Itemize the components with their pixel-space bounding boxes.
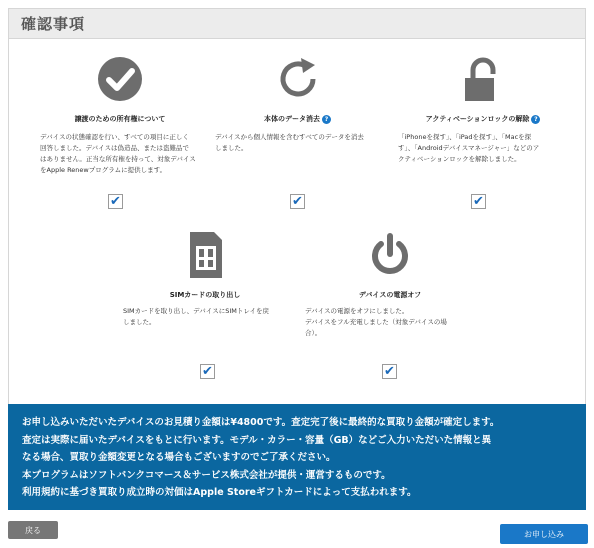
item-title-text: アクティベーションロックの解除	[425, 115, 530, 123]
refresh-icon	[275, 56, 321, 102]
item-title-text: 本体のデータ消去	[264, 115, 320, 123]
checkbox-activation-lock[interactable]	[471, 194, 486, 209]
sim-card-icon	[182, 230, 228, 280]
desc-line: デバイスをフル充電しました（対象デバイスの場	[305, 318, 447, 326]
item-activation-lock	[398, 56, 568, 165]
desc-line: SIMカードを取り出し、デバイスにSIMトレイを戻	[123, 307, 270, 315]
banner-line: 利用規約に基づき買取り成立時の対価はApple Storeギフトカードによって支払われます。	[22, 487, 417, 498]
item-description	[120, 306, 290, 328]
item-power-off	[305, 232, 475, 339]
apply-button[interactable]: お申し込み	[500, 524, 588, 544]
unlock-icon	[460, 56, 506, 102]
item-title	[120, 290, 290, 300]
checkmark-icon: ✔	[473, 193, 484, 209]
item-title	[305, 290, 475, 300]
desc-line: す」、「Androidデバイスマネージャー」などのア	[398, 144, 540, 152]
checkbox-data-wipe[interactable]	[290, 194, 305, 209]
item-description	[398, 132, 568, 165]
panel-header	[9, 9, 585, 39]
desc-line: 合）。	[305, 329, 322, 337]
desc-line: をApple Renewプログラムに提供します。	[40, 166, 167, 174]
desc-line: 回答しました。デバイスは偽造品、または盗難品で	[40, 144, 190, 152]
item-ownership	[40, 56, 200, 176]
desc-line: クティベーションロックを解除しました。	[398, 155, 521, 163]
item-description	[40, 132, 200, 176]
item-title-text: 譲渡のための所有権について	[74, 115, 166, 123]
checkmark-icon: ✔	[110, 193, 121, 209]
desc-line: しました。	[123, 318, 156, 326]
item-title	[398, 114, 568, 124]
banner-line: お申し込みいただいたデバイスのお見積り金額は¥4800です。査定完了後に最終的な買取り金額が確定します。	[22, 417, 500, 428]
back-button[interactable]: 戻る	[8, 521, 58, 539]
item-title	[40, 114, 200, 124]
checkmark-icon: ✔	[292, 193, 303, 209]
banner-line: 本プログラムはソフトバンクコマース＆サービス株式会社が提供・運営するものです。	[22, 469, 391, 481]
checkbox-power-off[interactable]	[382, 364, 397, 379]
banner-line: なる場合、買取り金額変更となる場合もございますのでご了承ください。	[22, 452, 336, 463]
item-description	[215, 132, 380, 154]
help-icon[interactable]: ?	[322, 115, 331, 124]
checkbox-sim-removal[interactable]	[200, 364, 215, 379]
power-icon	[367, 232, 413, 278]
page-title: 確認事項	[21, 15, 86, 33]
desc-line: デバイスから個人情報を含むすべてのデータを消去	[215, 133, 364, 141]
desc-line: 「iPhoneを探す」、「iPadを探す」、「Macを探	[398, 133, 532, 141]
item-data-wipe	[215, 56, 380, 154]
checkmark-icon: ✔	[384, 363, 395, 379]
checkbox-ownership[interactable]	[108, 194, 123, 209]
banner-line: 査定は実際に届いたデバイスをもとに行います。モデル・カラー・容量（GB）などご入力いただいた情報と異	[22, 434, 492, 446]
check-circle-icon	[97, 56, 143, 102]
estimate-info-banner	[8, 404, 586, 510]
desc-line: しました。	[215, 144, 248, 152]
help-icon[interactable]: ?	[531, 115, 540, 124]
item-title	[215, 114, 380, 124]
desc-line: はありません。正当な所有権を持って、対象デバイス	[40, 155, 196, 163]
item-description	[305, 306, 475, 339]
item-title-text: デバイスの電源オフ	[358, 291, 422, 299]
desc-line: デバイスの電源をオフにしました。	[305, 307, 409, 315]
checkmark-icon: ✔	[202, 363, 213, 379]
item-title-text: SIMカードの取り出し	[169, 291, 241, 299]
item-sim-removal	[120, 230, 290, 328]
desc-line: デバイスの状態確認を行い、すべての項目に正しく	[40, 133, 189, 141]
